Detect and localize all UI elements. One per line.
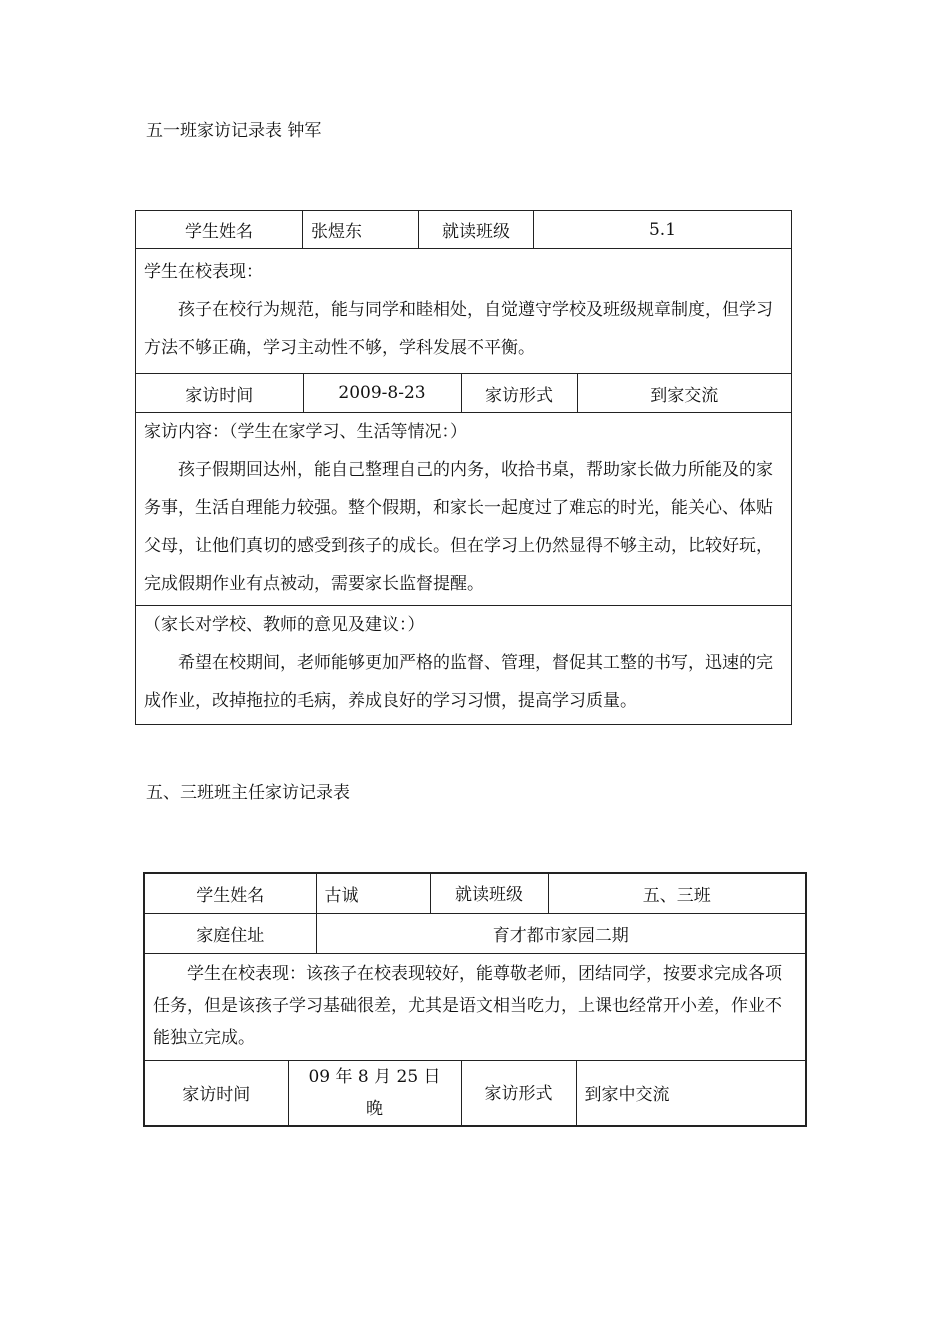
- student-name-2: 古诚: [316, 873, 430, 913]
- parent-advice-text: 希望在校期间，老师能够更加严格的监督、管理，督促其工整的书写，迅速的完成作业，改掉拖拉的毛病，养成良好的学习习惯，提高学习质量。: [144, 653, 773, 711]
- school-performance-text: 孩子在校行为规范，能与同学和睦相处，自觉遵守学校及班级规章制度，但学习方法不够正确，学习主动性不够，学科发展不平衡。: [144, 300, 773, 358]
- visit-content-label: 家访内容：（学生在家学习、生活等情况：）: [144, 422, 467, 442]
- parent-advice-label: （家长对学校、教师的意见及建议：）: [144, 615, 425, 635]
- school-performance-cell: [136, 249, 792, 374]
- visit-form-value: 到家交流: [650, 385, 719, 406]
- address-value: 育才都市家园二期: [316, 913, 806, 953]
- name-label: 学生姓名: [136, 211, 303, 249]
- visit-record-table-2: [143, 872, 807, 1127]
- visit-form-label: 家访形式: [461, 374, 577, 412]
- school-performance-label: 学生在校表现：: [144, 262, 263, 282]
- visit-form-label-2: 家访形式: [461, 1061, 576, 1125]
- visit-info-row-2: [144, 1060, 806, 1126]
- class-value-2: 五、三班: [548, 873, 806, 913]
- visit-time-value: 2009-8-23: [303, 374, 461, 412]
- visit-content-text: 孩子假期回达州，能自己整理自己的内务，收拾书桌，帮助家长做力所能及的家务事，生活自理能力较强。整个假期，和家长一起度过了难忘的时光，能关心、体贴父母，让他们真切的感受到孩子的成长。但在学习上仍然显得不够主动，比较好玩，完成假期作业有点被动，需要家长监督提醒。: [144, 460, 773, 594]
- visit-content-cell: [136, 413, 792, 606]
- visit-time-label: 家访时间: [136, 374, 303, 412]
- visit-time-value-2: 09 年 8 月 25 日晚: [288, 1061, 461, 1125]
- class-label: 就读班级: [419, 211, 534, 249]
- name-label-2: 学生姓名: [144, 873, 316, 913]
- student-name: 张煜东: [303, 211, 419, 249]
- doc2-title: 五、三班班主任家访记录表: [146, 783, 350, 803]
- parent-advice-cell: [136, 606, 792, 725]
- address-label: 家庭住址: [144, 913, 316, 953]
- visit-info-row: [136, 374, 792, 413]
- class-label-2: 就读班级: [430, 873, 548, 913]
- class-value: 5.1: [534, 211, 792, 249]
- visit-record-table-1: [135, 210, 792, 725]
- visit-time-label-2: 家访时间: [145, 1061, 288, 1125]
- school-performance-text-2: 学生在校表现：该孩子在校表现较好，能尊敬老师，团结同学，按要求完成各项任务，但是该孩子学习基础很差，尤其是语文相当吃力，上课也经常开小差，作业不能独立完成。: [153, 963, 782, 1048]
- doc1-title: 五一班家访记录表 钟军: [146, 121, 322, 141]
- visit-form-value-2: 到家中交流: [584, 1085, 670, 1105]
- school-performance-cell-2: [144, 953, 806, 1060]
